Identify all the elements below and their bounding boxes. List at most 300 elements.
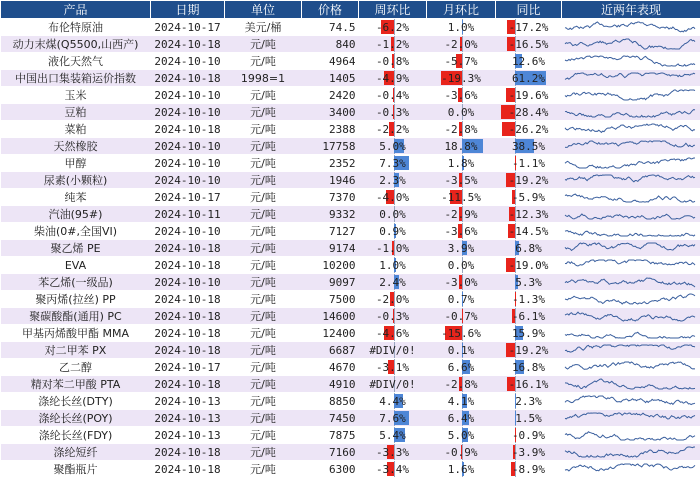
unit-cell: 元/吨 — [225, 36, 302, 53]
product-cell: 天然橡胶 — [1, 138, 151, 155]
mom-change-cell — [427, 427, 496, 444]
mom-change-cell — [427, 172, 496, 189]
price-cell: 9097 — [302, 274, 359, 291]
sparkline-path — [565, 332, 695, 338]
wow-change-label: -0.4% — [359, 89, 427, 102]
sparkline-path — [565, 73, 695, 79]
product-cell: 精对苯二甲酸 PTA — [1, 376, 151, 393]
table-row[interactable] — [1, 172, 700, 189]
yoy-change-cell — [496, 240, 562, 257]
unit-cell: 元/吨 — [225, 410, 302, 427]
date-cell: 2024-10-11 — [151, 206, 225, 223]
product-cell: EVA — [1, 257, 151, 274]
sparkline-cell — [562, 240, 700, 257]
sparkline-cell — [562, 308, 700, 325]
product-cell: 苯乙烯(一级品) — [1, 274, 151, 291]
yoy-change-label: -16.5% — [496, 38, 562, 51]
wow-change-cell — [359, 36, 427, 53]
header-mom[interactable]: 月环比 — [427, 1, 496, 19]
table-row[interactable] — [1, 376, 700, 393]
date-cell: 2024-10-10 — [151, 223, 225, 240]
trend-sparkline — [562, 155, 700, 171]
yoy-change-label: -1.1% — [496, 157, 562, 170]
price-cell: 10200 — [302, 257, 359, 274]
header-wow[interactable]: 周环比 — [359, 1, 427, 19]
unit-cell: 元/吨 — [225, 240, 302, 257]
mom-change-cell — [427, 240, 496, 257]
wow-change-label: 2.4% — [359, 276, 427, 289]
mom-change-cell — [427, 104, 496, 121]
table-row[interactable] — [1, 444, 700, 461]
table-row[interactable] — [1, 138, 700, 155]
product-cell: 汽油(95#) — [1, 206, 151, 223]
yoy-change-label: -5.9% — [496, 191, 562, 204]
unit-cell: 元/吨 — [225, 461, 302, 477]
price-cell: 7160 — [302, 444, 359, 461]
sparkline-cell — [562, 70, 700, 87]
date-cell: 2024-10-10 — [151, 87, 225, 104]
mom-change-label: 18.8% — [427, 140, 496, 153]
wow-change-label: -4.9% — [359, 72, 427, 85]
sparkline-path — [565, 22, 695, 32]
sparkline-path — [565, 379, 695, 389]
wow-change-cell — [359, 274, 427, 291]
price-cell: 9174 — [302, 240, 359, 257]
wow-change-label: 0.0% — [359, 208, 427, 221]
mom-change-cell — [427, 36, 496, 53]
table-row[interactable] — [1, 70, 700, 87]
product-cell: 甲醇 — [1, 155, 151, 172]
trend-sparkline — [562, 376, 700, 392]
wow-change-cell — [359, 291, 427, 308]
wow-change-label: -0.8% — [359, 55, 427, 68]
wow-change-cell — [359, 121, 427, 138]
yoy-change-label: -26.2% — [496, 123, 562, 136]
product-cell: 豆粕 — [1, 104, 151, 121]
sparkline-cell — [562, 359, 700, 376]
trend-sparkline — [562, 359, 700, 375]
trend-sparkline — [562, 240, 700, 256]
wow-change-cell — [359, 53, 427, 70]
sparkline-path — [565, 278, 695, 287]
product-cell: 菜粕 — [1, 121, 151, 138]
yoy-change-cell — [496, 19, 562, 36]
yoy-change-cell — [496, 308, 562, 325]
yoy-change-label: 38.5% — [496, 140, 562, 153]
product-cell: 纯苯 — [1, 189, 151, 206]
wow-change-label: -4.0% — [359, 191, 427, 204]
date-cell: 2024-10-18 — [151, 461, 225, 477]
sparkline-cell — [562, 189, 700, 206]
wow-change-label: -2.2% — [359, 123, 427, 136]
mom-change-cell — [427, 359, 496, 376]
table-row[interactable] — [1, 223, 700, 240]
product-cell: 聚碳酸酯(通用) PC — [1, 308, 151, 325]
date-cell: 2024-10-17 — [151, 189, 225, 206]
sparkline-cell — [562, 257, 700, 274]
mom-change-label: 0.0% — [427, 106, 496, 119]
price-cell: 74.5 — [302, 19, 359, 36]
mom-change-cell — [427, 393, 496, 410]
unit-cell: 元/吨 — [225, 138, 302, 155]
header-yoy[interactable]: 同比 — [496, 1, 562, 19]
sparkline-path — [565, 447, 695, 457]
yoy-change-label: -1.3% — [496, 293, 562, 306]
sparkline-path — [565, 294, 695, 304]
yoy-change-cell — [496, 291, 562, 308]
header-product[interactable]: 产品 — [1, 1, 151, 19]
mom-change-label: 5.0% — [427, 429, 496, 442]
wow-change-cell — [359, 308, 427, 325]
mom-change-label: -3.6% — [427, 225, 496, 238]
wow-change-cell — [359, 257, 427, 274]
wow-change-label: 0.9% — [359, 225, 427, 238]
yoy-change-cell — [496, 155, 562, 172]
unit-cell: 元/吨 — [225, 444, 302, 461]
table-row[interactable] — [1, 291, 700, 308]
mom-change-cell — [427, 70, 496, 87]
wow-change-cell — [359, 223, 427, 240]
trend-sparkline — [562, 138, 700, 154]
yoy-change-label: -17.2% — [496, 21, 562, 34]
table-row[interactable] — [1, 410, 700, 427]
wow-change-cell — [359, 172, 427, 189]
date-cell: 2024-10-17 — [151, 19, 225, 36]
mom-change-label: -3.0% — [427, 276, 496, 289]
yoy-change-label: -3.9% — [496, 446, 562, 459]
table-row[interactable] — [1, 308, 700, 325]
unit-cell: 元/吨 — [225, 359, 302, 376]
yoy-change-cell — [496, 359, 562, 376]
unit-cell: 元/吨 — [225, 121, 302, 138]
sparkline-path — [565, 124, 695, 132]
sparkline-cell — [562, 87, 700, 104]
trend-sparkline — [562, 36, 700, 52]
yoy-change-label: -8.9% — [496, 463, 562, 476]
table-body — [1, 19, 700, 477]
sparkline-path — [565, 214, 695, 219]
mom-change-cell — [427, 206, 496, 223]
date-cell: 2024-10-10 — [151, 138, 225, 155]
yoy-change-label: -19.2% — [496, 344, 562, 357]
price-cell: 7370 — [302, 189, 359, 206]
sparkline-cell — [562, 138, 700, 155]
sparkline-path — [565, 141, 695, 147]
sparkline-path — [565, 231, 695, 236]
wow-change-cell — [359, 325, 427, 342]
product-cell: 柴油(0#,全国VI) — [1, 223, 151, 240]
table-row[interactable] — [1, 359, 700, 376]
wow-change-label: 2.3% — [359, 174, 427, 187]
price-cell: 6300 — [302, 461, 359, 477]
date-cell: 2024-10-10 — [151, 172, 225, 189]
trend-sparkline — [562, 53, 700, 69]
mom-change-label: 0.0% — [427, 259, 496, 272]
mom-change-label: -3.6% — [427, 89, 496, 102]
product-cell: 玉米 — [1, 87, 151, 104]
trend-sparkline — [562, 393, 700, 409]
table-row[interactable] — [1, 461, 700, 477]
mom-change-cell — [427, 53, 496, 70]
header-trend[interactable]: 近两年表现 — [562, 1, 700, 19]
price-cell: 3400 — [302, 104, 359, 121]
yoy-change-label: -12.3% — [496, 208, 562, 221]
mom-change-label: 6.6% — [427, 361, 496, 374]
mom-change-label: 6.4% — [427, 412, 496, 425]
table-row[interactable] — [1, 36, 700, 53]
trend-sparkline — [562, 104, 700, 120]
yoy-change-cell — [496, 342, 562, 359]
mom-change-cell — [427, 19, 496, 36]
table-row[interactable] — [1, 121, 700, 138]
unit-cell: 元/吨 — [225, 257, 302, 274]
wow-change-label: -1.2% — [359, 38, 427, 51]
mom-change-cell — [427, 291, 496, 308]
unit-cell: 元/吨 — [225, 274, 302, 291]
wow-change-label: 4.4% — [359, 395, 427, 408]
price-cell: 4964 — [302, 53, 359, 70]
sparkline-cell — [562, 104, 700, 121]
trend-sparkline — [562, 291, 700, 307]
product-cell: 液化天然气 — [1, 53, 151, 70]
wow-change-label: -3.1% — [359, 361, 427, 374]
sparkline-path — [565, 413, 695, 419]
wow-change-label: 7.3% — [359, 157, 427, 170]
yoy-change-label: 16.8% — [496, 361, 562, 374]
wow-change-label: 5.0% — [359, 140, 427, 153]
date-cell: 2024-10-13 — [151, 393, 225, 410]
yoy-change-label: 5.3% — [496, 276, 562, 289]
date-cell: 2024-10-10 — [151, 104, 225, 121]
unit-cell: 元/吨 — [225, 308, 302, 325]
product-cell: 涤纶长丝(DTY) — [1, 393, 151, 410]
yoy-change-cell — [496, 325, 562, 342]
product-cell: 布伦特原油 — [1, 19, 151, 36]
wow-change-cell — [359, 104, 427, 121]
sparkline-cell — [562, 291, 700, 308]
mom-change-label: -2.8% — [427, 378, 496, 391]
mom-change-cell — [427, 325, 496, 342]
unit-cell: 1998=1 — [225, 70, 302, 87]
sparkline-cell — [562, 410, 700, 427]
sparkline-path — [565, 243, 695, 250]
yoy-change-label: 12.6% — [496, 55, 562, 68]
unit-cell: 元/吨 — [225, 104, 302, 121]
trend-sparkline — [562, 461, 700, 477]
date-cell: 2024-10-17 — [151, 359, 225, 376]
date-cell: 2024-10-18 — [151, 444, 225, 461]
trend-sparkline — [562, 206, 700, 222]
wow-change-label: -4.6% — [359, 327, 427, 340]
wow-change-label: #DIV/0! — [359, 344, 427, 357]
header-price[interactable]: 价格 — [302, 1, 359, 19]
wow-change-label: -6.2% — [359, 21, 427, 34]
date-cell: 2024-10-18 — [151, 240, 225, 257]
product-cell: 中国出口集装箱运价指数 — [1, 70, 151, 87]
mom-change-cell — [427, 121, 496, 138]
wow-change-label: 1.0% — [359, 259, 427, 272]
mom-change-cell — [427, 444, 496, 461]
yoy-change-cell — [496, 206, 562, 223]
yoy-change-cell — [496, 104, 562, 121]
date-cell: 2024-10-18 — [151, 308, 225, 325]
yoy-change-cell — [496, 444, 562, 461]
table-row[interactable] — [1, 189, 700, 206]
yoy-change-label: -19.0% — [496, 259, 562, 272]
mom-change-cell — [427, 189, 496, 206]
unit-cell: 元/吨 — [225, 376, 302, 393]
yoy-change-cell — [496, 189, 562, 206]
date-cell: 2024-10-13 — [151, 427, 225, 444]
wow-change-cell — [359, 359, 427, 376]
sparkline-cell — [562, 53, 700, 70]
sparkline-path — [565, 260, 695, 266]
mom-change-label: -2.9% — [427, 208, 496, 221]
sparkline-path — [565, 90, 695, 100]
date-cell: 2024-10-18 — [151, 121, 225, 138]
table-row[interactable] — [1, 104, 700, 121]
unit-cell: 元/吨 — [225, 291, 302, 308]
table-row[interactable] — [1, 427, 700, 444]
sparkline-path — [565, 56, 695, 66]
unit-cell: 元/吨 — [225, 393, 302, 410]
date-cell: 2024-10-18 — [151, 70, 225, 87]
sparkline-cell — [562, 36, 700, 53]
yoy-change-label: -19.6% — [496, 89, 562, 102]
yoy-change-label: -16.1% — [496, 378, 562, 391]
yoy-change-label: -6.1% — [496, 310, 562, 323]
table-row[interactable] — [1, 155, 700, 172]
trend-sparkline — [562, 223, 700, 239]
sparkline-cell — [562, 342, 700, 359]
table-row[interactable] — [1, 274, 700, 291]
mom-change-cell — [427, 342, 496, 359]
trend-sparkline — [562, 121, 700, 137]
wow-change-label: -1.0% — [359, 242, 427, 255]
sparkline-cell — [562, 172, 700, 189]
unit-cell: 元/吨 — [225, 155, 302, 172]
yoy-change-label: 61.2% — [496, 72, 562, 85]
price-cell: 2388 — [302, 121, 359, 138]
wow-change-cell — [359, 342, 427, 359]
sparkline-cell — [562, 393, 700, 410]
wow-change-cell — [359, 155, 427, 172]
product-cell: 聚酯瓶片 — [1, 461, 151, 477]
wow-change-cell — [359, 410, 427, 427]
mom-change-label: 1.6% — [427, 463, 496, 476]
price-cell: 17758 — [302, 138, 359, 155]
trend-sparkline — [562, 87, 700, 103]
sparkline-path — [565, 312, 695, 321]
price-cell: 9332 — [302, 206, 359, 223]
trend-sparkline — [562, 325, 700, 341]
date-cell: 2024-10-18 — [151, 291, 225, 308]
sparkline-cell — [562, 19, 700, 36]
yoy-change-cell — [496, 223, 562, 240]
header-date[interactable]: 日期 — [151, 1, 225, 19]
product-cell: 涤纶长丝(FDY) — [1, 427, 151, 444]
yoy-change-cell — [496, 376, 562, 393]
trend-sparkline — [562, 257, 700, 273]
table-row[interactable] — [1, 325, 700, 342]
wow-change-cell — [359, 376, 427, 393]
date-cell: 2024-10-18 — [151, 325, 225, 342]
trend-sparkline — [562, 444, 700, 460]
table-row[interactable] — [1, 87, 700, 104]
mom-change-cell — [427, 308, 496, 325]
product-cell: 涤纶长丝(POY) — [1, 410, 151, 427]
mom-change-cell — [427, 257, 496, 274]
sparkline-cell — [562, 427, 700, 444]
yoy-change-label: -0.9% — [496, 429, 562, 442]
product-cell: 尿素(小颗粒) — [1, 172, 151, 189]
sparkline-path — [565, 175, 695, 182]
date-cell: 2024-10-13 — [151, 410, 225, 427]
trend-sparkline — [562, 410, 700, 426]
price-cell: 6687 — [302, 342, 359, 359]
wow-change-cell — [359, 189, 427, 206]
table-row[interactable] — [1, 53, 700, 70]
mom-change-label: 0.7% — [427, 293, 496, 306]
unit-cell: 元/吨 — [225, 427, 302, 444]
sparkline-cell — [562, 155, 700, 172]
table-row[interactable] — [1, 206, 700, 223]
unit-cell: 美元/桶 — [225, 19, 302, 36]
sparkline-path — [565, 464, 695, 471]
yoy-change-cell — [496, 172, 562, 189]
product-cell: 聚丙烯(拉丝) PP — [1, 291, 151, 308]
product-cell: 动力末煤(Q5500,山西产) — [1, 36, 151, 53]
sparkline-cell — [562, 274, 700, 291]
sparkline-path — [565, 396, 695, 405]
mom-change-label: -15.6% — [427, 327, 496, 340]
mom-change-label: -5.7% — [427, 55, 496, 68]
sparkline-cell — [562, 121, 700, 138]
yoy-change-label: -28.4% — [496, 106, 562, 119]
yoy-change-cell — [496, 53, 562, 70]
yoy-change-cell — [496, 410, 562, 427]
mom-change-label: -3.5% — [427, 174, 496, 187]
mom-change-cell — [427, 274, 496, 291]
yoy-change-label: 2.3% — [496, 395, 562, 408]
sparkline-cell — [562, 325, 700, 342]
sparkline-cell — [562, 444, 700, 461]
table-row[interactable] — [1, 342, 700, 359]
price-cell: 7875 — [302, 427, 359, 444]
wow-change-cell — [359, 138, 427, 155]
unit-cell: 元/吨 — [225, 189, 302, 206]
header-unit[interactable]: 单位 — [225, 1, 302, 19]
trend-sparkline — [562, 274, 700, 290]
mom-change-label: -19.3% — [427, 72, 496, 85]
price-cell: 1405 — [302, 70, 359, 87]
wow-change-cell — [359, 19, 427, 36]
table-row[interactable] — [1, 19, 700, 36]
price-cell: 4670 — [302, 359, 359, 376]
sparkline-path — [565, 194, 695, 202]
price-cell: 7450 — [302, 410, 359, 427]
price-cell: 7500 — [302, 291, 359, 308]
table-row[interactable] — [1, 240, 700, 257]
table-row[interactable] — [1, 393, 700, 410]
trend-sparkline — [562, 427, 700, 443]
date-cell: 2024-10-18 — [151, 36, 225, 53]
yoy-change-cell — [496, 87, 562, 104]
yoy-change-cell — [496, 70, 562, 87]
product-cell: 聚乙烯 PE — [1, 240, 151, 257]
yoy-change-cell — [496, 274, 562, 291]
table-row[interactable] — [1, 257, 700, 274]
